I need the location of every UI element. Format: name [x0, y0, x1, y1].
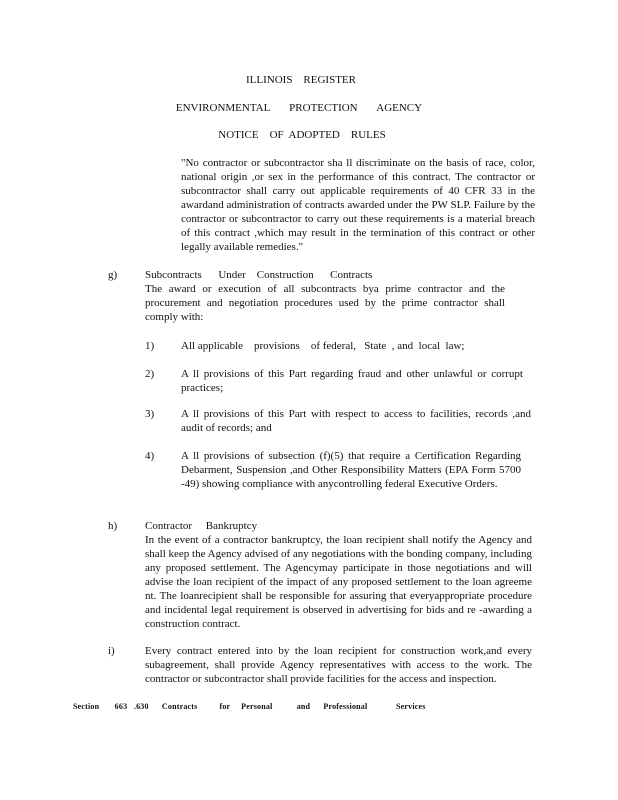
item-4-number: 4) [145, 450, 155, 462]
item-1-text: All applicable provisions of federal, State , and local law; [181, 340, 465, 352]
section-h-title: Contractor Bankruptcy [145, 520, 258, 532]
item-3-number: 3) [145, 408, 155, 420]
item-2-text: A ll provisions of this Part regarding fraud and other unlawful or corrupt practices; [181, 368, 523, 394]
section-g-body: The award or execution of all subcontracts bya prime contractor and the procurement and negotiation procedures used by the prime contractor shall comply with: [145, 283, 505, 323]
item-2-number: 2) [145, 368, 155, 380]
section-h-body: In the event of a contractor bankruptcy, the loan recipient shall notify the Agency and shall keep the Agency advised of any negotiations with the bonding company, including any proposed settlement. The Agencymay participate in those negotiations and will advise the loan recipient of the impact of any proposed settlement to the loan agreeme nt. The loanrecipient shall be responsible for assuring that everyappropriate procedure and incidental legal requirement is observed in advertising for bids and re -awarding a construction contract. [145, 534, 532, 630]
agency-title: ENVIRONMENTAL PROTECTION AGENCY [175, 102, 423, 114]
section-footer: Section 663 .630 Contracts for Personal and Professional Services [73, 702, 426, 711]
notice-title: NOTICE OF ADOPTED RULES [218, 129, 386, 141]
section-i-body: Every contract entered into by the loan recipient for construction work,and every subagreement, shall provide Agency representatives with access to the work. The contractor or subcontractor shall provide facilities for the access and inspection. [145, 645, 532, 685]
section-i-label: i) [108, 645, 115, 657]
section-g-title: Subcontracts Under Construction Contracts [145, 269, 373, 281]
item-4-text: A ll provisions of subsection (f)(5) that require a Certification Regarding Debarment, Suspension ,and Other Responsibility Matters (EPA Form 5700 -49) showing compliance with anycontrolling federal Executive Orders. [181, 450, 521, 490]
register-title: ILLINOIS REGISTER [246, 74, 356, 86]
item-1-number: 1) [145, 340, 155, 352]
quoted-clause: "No contractor or subcontractor sha ll discriminate on the basis of race, color, national origin ,or sex in the performance of this contract. The contractor or subcontractor shall carry out applicable requirements of 40 CFR 33 in the awardand administration of contracts awarded under the PW SLP. Failure by the contractor or subcontractor to carry out these requirements is a material breach of this contract ,which may result in the termination of this contract or other legally available remedies." [181, 157, 535, 253]
item-3-text: A ll provisions of this Part with respect to access to facilities, records ,and audit of records; and [181, 408, 531, 434]
section-g-label: g) [108, 269, 118, 281]
section-h-label: h) [108, 520, 118, 532]
